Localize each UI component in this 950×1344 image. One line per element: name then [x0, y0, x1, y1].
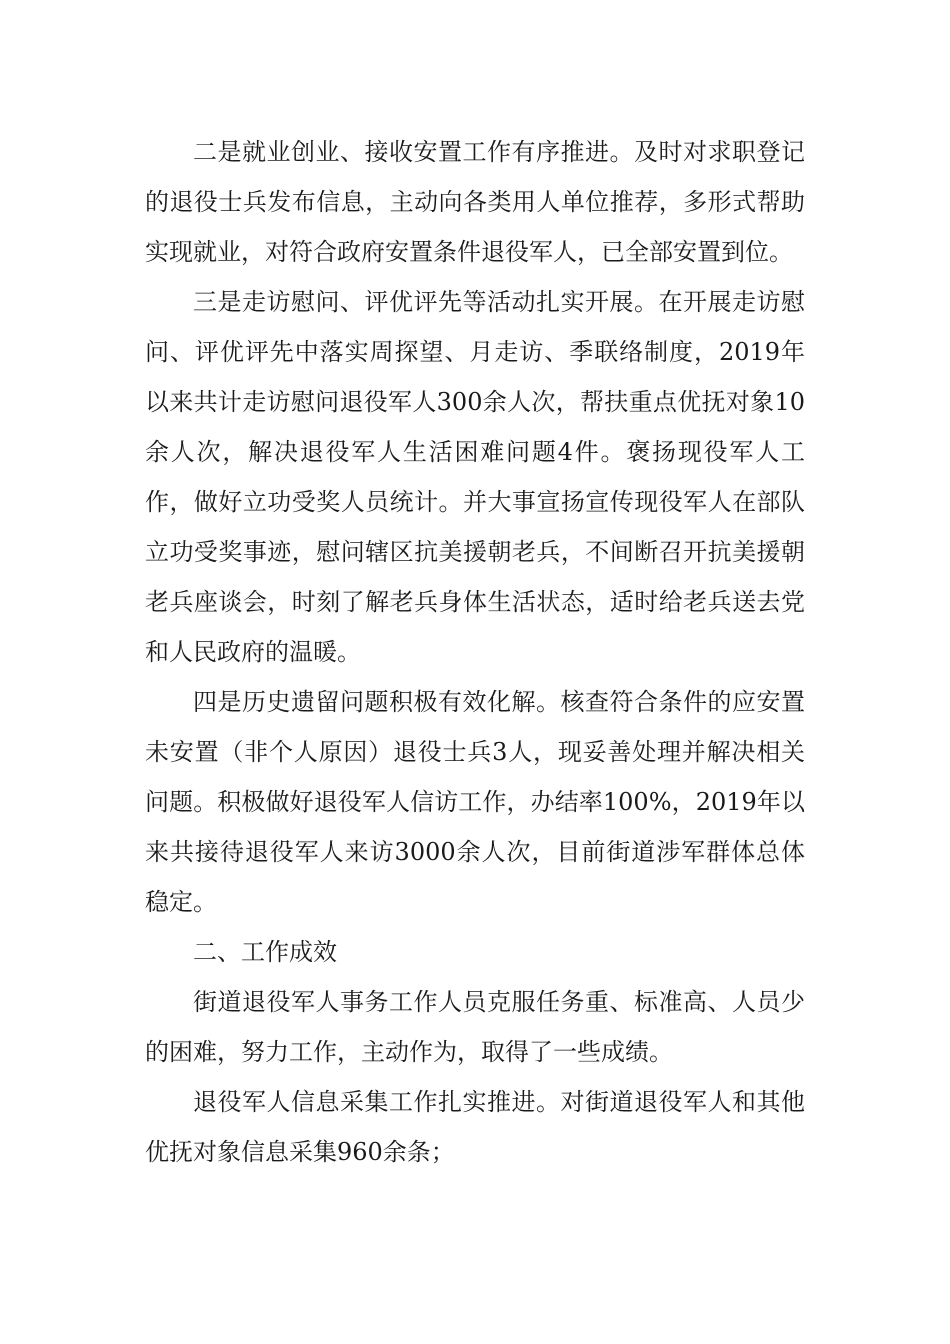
paragraph-results-summary: 街道退役军人事务工作人员克服任务重、标准高、人员少的困难，努力工作，主动作为，取得了一些成绩。	[145, 988, 805, 1066]
section-heading-work-results: 二、工作成效	[193, 938, 337, 966]
document-body	[145, 127, 805, 1177]
paragraph-visits-awards: 三是走访慰问、评优评先等活动扎实开展。在开展走访慰问、评优评先中落实周探望、月走访、季联络制度，2019年以来共计走访慰问退役军人300余人次，帮扶重点优抚对象10余人次，解决退役军人生活困难问题4件。褒扬现役军人工作，做好立功受奖人员统计。并大事宣扬宣传现役军人在部队立功受奖事迹，慰问辖区抗美援朝老兵，不间断召开抗美援朝老兵座谈会，时刻了解老兵身体生活状态，适时给老兵送去党和人民政府的温暖。	[145, 288, 805, 666]
paragraph-employment-resettlement: 二是就业创业、接收安置工作有序推进。及时对求职登记的退役士兵发布信息，主动向各类用人单位推荐，多形式帮助实现就业，对符合政府安置条件退役军人，已全部安置到位。	[145, 138, 805, 266]
paragraph-historical-issues: 四是历史遗留问题积极有效化解。核查符合条件的应安置未安置（非个人原因）退役士兵3人，现妥善处理并解决相关问题。积极做好退役军人信访工作，办结率100%，2019年以来共接待退役军人来访3000余人次，目前街道涉军群体总体稳定。	[145, 688, 805, 916]
paragraph-info-collection: 退役军人信息采集工作扎实推进。对街道退役军人和其他优抚对象信息采集960余条；	[145, 1088, 805, 1166]
